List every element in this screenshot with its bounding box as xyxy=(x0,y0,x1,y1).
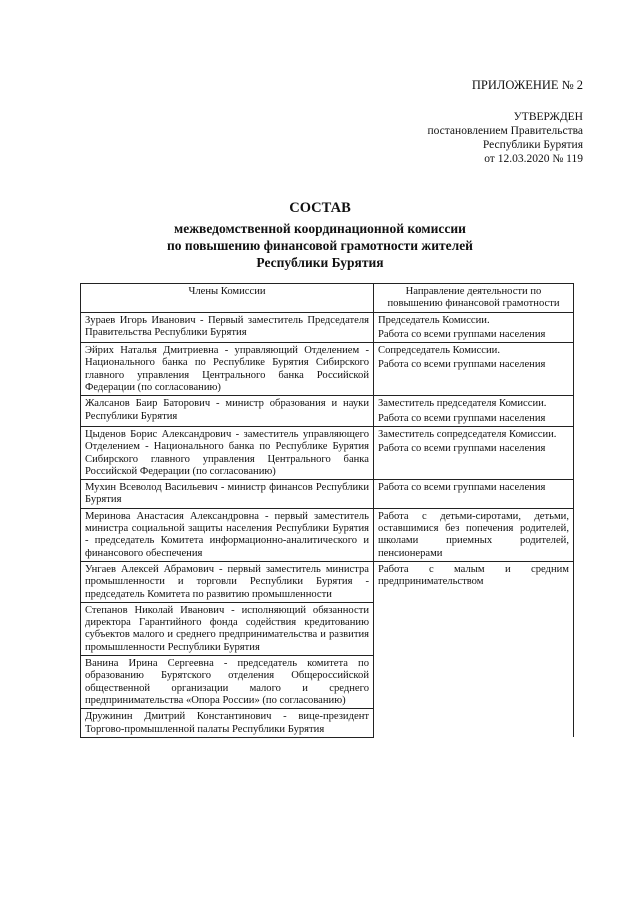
table-row xyxy=(81,656,574,709)
member-name-position: Степанов Николай Иванович - исполняющий обязанности директора Гарантийного фонда содействия кредитованию субъектов малого и среднего предпринимательства и развития промышленности Республики Бурятия xyxy=(85,604,369,653)
table-row xyxy=(81,426,574,479)
direction-cell xyxy=(374,396,574,427)
table-row xyxy=(81,343,574,396)
member-cell xyxy=(81,396,374,427)
column-header-direction: Направление деятельности по повышению финансовой грамотности xyxy=(374,284,574,313)
direction-cell xyxy=(374,561,574,602)
table-row xyxy=(81,312,574,343)
direction-cell xyxy=(374,480,574,509)
direction-cell xyxy=(374,656,574,709)
member-cell xyxy=(81,508,374,561)
member-cell xyxy=(81,602,374,655)
appendix-label: ПРИЛОЖЕНИЕ № 2 xyxy=(471,78,583,92)
table-body xyxy=(81,312,574,737)
title-sub-line: по повышению финансовой грамотности жителей xyxy=(167,238,473,253)
table-header-row xyxy=(81,284,574,313)
approval-line: УТВЕРЖДЕН xyxy=(513,111,583,123)
member-name-position: Эйрих Наталья Дмитриевна - управляющий Отделением - Национального банка по Республике Бурятия Сибирского главного управления Центрального банка Российской Федерации (по согласованию) xyxy=(85,345,369,394)
approval-line: Республики Бурятия xyxy=(482,139,583,151)
direction-cell xyxy=(374,602,574,655)
direction-cell xyxy=(374,709,574,738)
member-cell xyxy=(81,312,374,343)
direction-cell xyxy=(374,426,574,479)
member-cell xyxy=(81,656,374,709)
member-name-position: Меринова Анастасия Александровна - первый заместитель министра социальной защиты населения Республики Бурятия - председатель Комитета информационно-аналитического и финансового обеспечения xyxy=(85,510,369,559)
member-cell xyxy=(81,709,374,738)
commission-members-table xyxy=(80,283,574,738)
direction-text: Заместитель председателя Комиссии. xyxy=(378,398,547,410)
approval-stamp xyxy=(427,110,583,166)
member-name-position: Унгаев Алексей Абрамович - первый заместитель министра промышленности и торговли Республики Бурятия - председатель Комитета по развитию промышленности xyxy=(85,563,369,600)
member-name-position: Дружинин Дмитрий Константинович - вице-президент Торгово-промышленной палаты Республики Бурятия xyxy=(85,711,369,735)
member-cell xyxy=(81,426,374,479)
table-row xyxy=(81,602,574,655)
direction-text: Сопредседатель Комиссии. xyxy=(378,345,500,357)
member-cell xyxy=(81,343,374,396)
direction-text: Работа с малым и средним предпринимательством xyxy=(378,563,569,588)
title-sub-line: Республики Бурятия xyxy=(256,255,384,270)
direction-text: Работа со всеми группами населения xyxy=(378,412,546,424)
direction-text: Председатель Комиссии. xyxy=(378,314,490,326)
table-row xyxy=(81,396,574,427)
member-cell xyxy=(81,561,374,602)
document-title xyxy=(0,200,640,271)
direction-text: Работа со всеми группами населения xyxy=(378,328,546,340)
table-row xyxy=(81,561,574,602)
member-name-position: Жалсанов Баир Баторович - министр образования и науки Республики Бурятия xyxy=(85,398,369,422)
member-name-position: Мухин Всеволод Васильевич - министр финансов Республики Бурятия xyxy=(85,482,369,506)
direction-text: Работа со всеми группами населения xyxy=(378,482,546,494)
column-header-members: Члены Комиссии xyxy=(81,284,374,313)
table-row xyxy=(81,508,574,561)
direction-text: Заместитель сопредседателя Комиссии. xyxy=(378,428,557,440)
member-name-position: Ванина Ирина Сергеевна - председатель комитета по образованию Бурятского отделения Общероссийской общественной организации малого и среднего предпринимательства «Опора России» (по согласованию) xyxy=(85,658,369,706)
direction-text: Работа со всеми группами населения xyxy=(378,359,546,371)
direction-text: Работа со всеми группами населения xyxy=(378,443,546,455)
title-main: СОСТАВ xyxy=(289,200,351,216)
title-sub-line: межведомственной координационной комиссии xyxy=(174,221,466,236)
member-name-position: Зураев Игорь Иванович - Первый заместитель Председателя Правительства Республики Бурятия xyxy=(85,314,369,338)
table-row xyxy=(81,480,574,509)
approval-line: от 12.03.2020 № 119 xyxy=(484,153,583,165)
direction-cell xyxy=(374,343,574,396)
member-cell xyxy=(81,480,374,509)
table-row xyxy=(81,709,574,738)
approval-line: постановлением Правительства xyxy=(427,125,583,137)
direction-text: Работа с детьми-сиротами, детьми, оставшимися без попечения родителей, школами приемных родителей, пенсионерами xyxy=(378,510,569,559)
direction-cell xyxy=(374,508,574,561)
member-name-position: Цыденов Борис Александрович - заместитель управляющего Отделением - Национального банка по Республике Бурятия Сибирского главного управления Центрального банка Российской Федерации (по согласованию) xyxy=(85,428,369,477)
direction-cell xyxy=(374,312,574,343)
